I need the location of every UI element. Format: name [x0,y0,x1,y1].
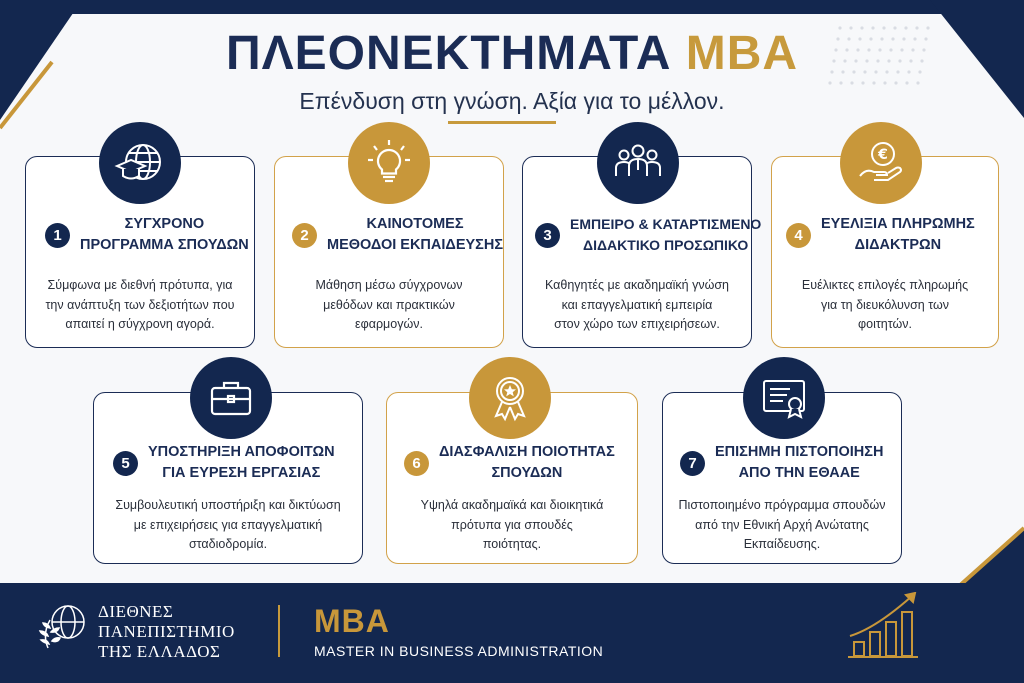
decor-dot [850,81,853,84]
card-2-title: 2 ΚΑΙΝΟΤΟΜΕΣ ΜΕΘΟΔΟΙ ΕΚΠΑΙΔΕΥΣΗΣ [292,214,503,256]
card-4-title: 4 ΕΥΕΛΙΞΙΑ ΠΛΗΡΩΜΗΣ ΔΙΔΑΚΤΡΩΝ [786,214,975,256]
card-5-description: Συμβουλευτική υποστήριξη και δικτύωση με επιχειρήσεις για επαγγελματική σταδιοδρομία. [115,498,341,551]
card-6-number: 6 [404,451,429,476]
title-main: ΠΛΕΟΝΕΚΤΗΜΑΤΑ [225,27,672,80]
euro-coin-hand-icon [840,122,922,204]
card-6-description: Υψηλά ακαδημαϊκά και διοικητικά πρότυπα για σπουδές ποιότητας. [420,498,604,551]
card-7-description: Πιστοποιημένο πρόγραμμα σπουδών από την Εθνική Αρχή Ανώτατης Εκπαίδευσης. [678,498,886,551]
card-4-number: 4 [786,223,811,248]
card-3-number: 3 [535,223,560,248]
title-mba: MBA [685,27,799,80]
program-subtitle: MASTER IN BUSINESS ADMINISTRATION [314,643,604,659]
decor-dot [839,81,842,84]
card-5-title: 5 ΥΠΟΣΤΗΡΙΞΗ ΑΠΟΦΟΙΤΩΝ ΓΙΑ ΕΥΡΕΣΗ ΕΡΓΑΣΙΑΣ [113,442,335,484]
card-2-number: 2 [292,223,317,248]
card-2-description: Μάθηση μέσω σύγχρονων μεθόδων και πρακτικών εφαρμογών. [315,278,463,331]
svg-text:€: € [878,147,888,163]
program-title: MBA [314,603,390,639]
university-name: ΔΙΕΘΝΕΣ ΠΑΝΕΠΙΣΤΗΜΙΟ ΤΗΣ ΕΛΛΑΔΟΣ [98,602,235,661]
card-1-description: Σύμφωνα με διεθνή πρότυπα, για την ανάπτυξη των δεξιοτήτων που απαιτεί η σύγχρονη αγορά. [45,278,235,331]
lightbulb-icon [348,122,430,204]
decor-dot [872,81,875,84]
card-7-number: 7 [680,451,705,476]
page-title [0,26,1024,81]
growth-chart-icon [846,592,922,664]
decor-dot [861,81,864,84]
quality-medal-icon [469,357,551,439]
university-logo-icon [38,598,94,658]
decor-dot [894,81,897,84]
page-subtitle: Επένδυση στη γνώση. Αξία για το μέλλον. [299,88,725,114]
decor-dot [905,81,908,84]
globe-graduation-cap-icon [99,122,181,204]
certificate-icon [743,357,825,439]
card-7-title: 7 ΕΠΙΣΗΜΗ ΠΙΣΤΟΠΟΙΗΣΗ ΑΠΟ ΤΗΝ ΕΘΑΑΕ [680,442,883,484]
card-1-title: 1 ΣΥΓΧΡΟΝΟ ΠΡΟΓΡΑΜΜΑ ΣΠΟΥΔΩΝ [45,214,249,256]
card-3-title: 3 ΕΜΠΕΙΡΟ & ΚΑΤΑΡΤΙΣΜΕΝΟ ΔΙΔΑΚΤΙΚΟ ΠΡΟΣΩΠΙΚΟ [535,214,761,256]
card-1-number: 1 [45,223,70,248]
decor-dot [916,81,919,84]
card-5-number: 5 [113,451,138,476]
footer-divider [278,605,280,657]
decor-dot [883,81,886,84]
decor-dot [828,81,831,84]
card-6-title: 6 ΔΙΑΣΦΑΛΙΣΗ ΠΟΙΟΤΗΤΑΣ ΣΠΟΥΔΩΝ [404,442,615,484]
briefcase-icon [190,357,272,439]
card-4-description: Ευέλικτες επιλογές πληρωμής για τη διευκόλυνση των φοιτητών. [801,278,969,331]
title-underline [448,121,556,124]
card-3-description: Καθηγητές με ακαδημαϊκή γνώση και επαγγελματική εμπειρία στον χώρο των επιχειρήσεων. [544,278,730,331]
team-people-icon [597,122,679,204]
